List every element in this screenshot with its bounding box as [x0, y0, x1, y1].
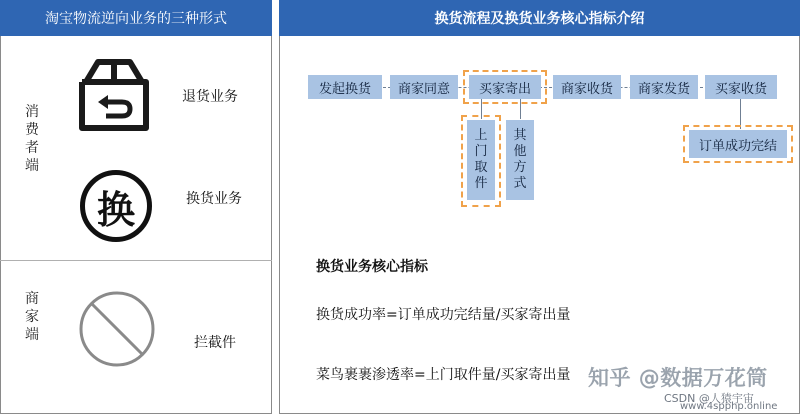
csdn-watermark: CSDN @人猿宇宙 — [664, 392, 754, 405]
flow-step-initiate-exchange: 发起换货 — [308, 75, 382, 99]
return-box-icon — [76, 56, 152, 134]
prohibited-icon — [76, 288, 158, 370]
right-panel-header — [279, 0, 800, 36]
intercept-label: 拦截件 — [194, 335, 236, 351]
flow-step-buyer-receive: 买家收货 — [705, 75, 777, 99]
metrics-heading: 换货业务核心指标 — [316, 259, 428, 275]
site-watermark: www.4spphp.online — [680, 401, 778, 412]
consumer-side-label: 消费者端 — [25, 104, 39, 174]
metric-exchange-success-rate: 换货成功率=订单成功完结量/买家寄出量 — [316, 307, 571, 323]
exchange-business-label: 换货业务 — [186, 191, 242, 207]
flow-step-merchant-agree: 商家同意 — [390, 75, 458, 99]
right-panel — [279, 0, 800, 414]
left-panel-divider — [0, 260, 272, 261]
merchant-side-label: 商家端 — [25, 291, 39, 343]
right-panel-title: 换货流程及换货业务核心指标介绍 — [434, 11, 645, 27]
zhihu-watermark: 知乎 @数据万花筒 — [588, 366, 768, 390]
flow-step-order-complete: 订单成功完结 — [689, 130, 787, 158]
branch-other: 其他方式 — [506, 120, 534, 200]
return-business-label: 退货业务 — [182, 89, 238, 105]
branch-line-other — [520, 99, 521, 119]
flow-step-buyer-ship: 买家寄出 — [469, 75, 541, 99]
left-panel-title: 淘宝物流逆向业务的三种形式 — [45, 11, 227, 27]
left-panel-header — [0, 0, 272, 36]
flow-step-merchant-receive: 商家收货 — [553, 75, 621, 99]
branch-pickup: 上门取件 — [467, 120, 495, 200]
flow-step-merchant-ship: 商家发货 — [630, 75, 698, 99]
metric-cainiao-penetration: 菜鸟裹裹渗透率=上门取件量/买家寄出量 — [316, 367, 571, 383]
exchange-circle-icon: 换 — [80, 170, 152, 242]
